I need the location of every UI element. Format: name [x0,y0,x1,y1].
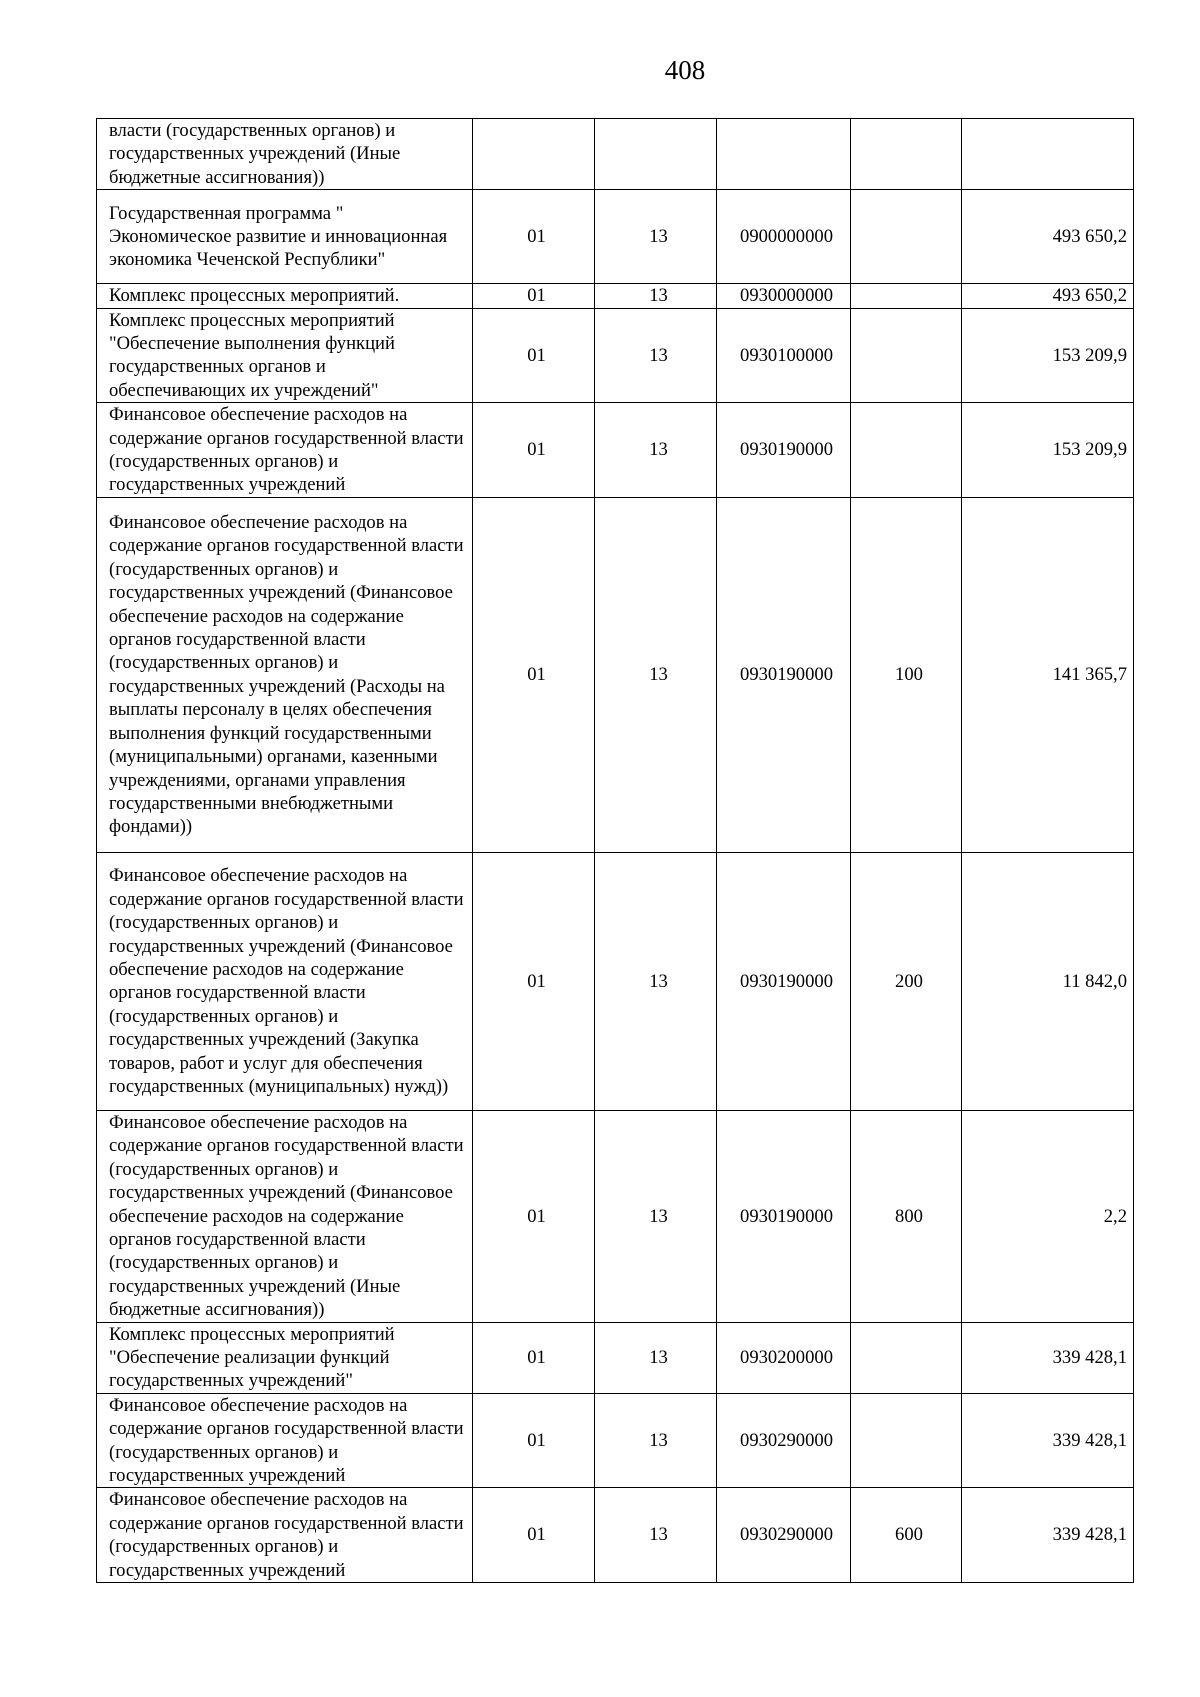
table-row [97,1393,1134,1488]
row-section: 01 [473,190,595,284]
table-row [97,1110,1134,1322]
table-row [97,403,1134,498]
budget-table [96,118,1134,1583]
table-row [97,119,1134,190]
row-section: 01 [473,497,595,852]
row-amount: 2,2 [962,1110,1134,1322]
row-amount [962,119,1134,190]
row-target-code: 0900000000 [717,190,851,284]
row-name: Комплекс процессных мероприятий. [97,284,473,308]
row-expense-type: 600 [851,1488,962,1583]
row-subsection: 13 [595,1322,717,1393]
row-section: 01 [473,284,595,308]
row-name: Финансовое обеспечение расходов на содержание органов государственной власти (государственных органов) и государственных учреждений (Финансовое обеспечение расходов на содержание органов государственной власти (государственных органов) и государственных учреждений (Иные бюджетные ассигнования)) [97,1110,473,1322]
row-target-code [717,119,851,190]
row-subsection: 13 [595,190,717,284]
table-row [97,852,1134,1110]
row-target-code: 0930000000 [717,284,851,308]
row-target-code: 0930190000 [717,1110,851,1322]
row-subsection [595,119,717,190]
row-section: 01 [473,1322,595,1393]
table-row [97,1322,1134,1393]
row-amount: 11 842,0 [962,852,1134,1110]
row-section: 01 [473,403,595,498]
row-target-code: 0930190000 [717,497,851,852]
row-subsection: 13 [595,284,717,308]
row-subsection: 13 [595,1110,717,1322]
row-target-code: 0930190000 [717,852,851,1110]
row-expense-type [851,284,962,308]
row-amount: 339 428,1 [962,1322,1134,1393]
row-name: Финансовое обеспечение расходов на содержание органов государственной власти (государственных органов) и государственных учреждений [97,1393,473,1488]
row-amount: 339 428,1 [962,1488,1134,1583]
row-target-code: 0930200000 [717,1322,851,1393]
row-name: Государственная программа " Экономическое развитие и инновационная экономика Чеченской Республики" [97,190,473,284]
row-name: Финансовое обеспечение расходов на содержание органов государственной власти (государственных органов) и государственных учреждений (Финансовое обеспечение расходов на содержание органов государственной власти (государственных органов) и государственных учреждений (Закупка товаров, работ и услуг для обеспечения государственных (муниципальных) нужд)) [97,852,473,1110]
table-row [97,308,1134,403]
row-expense-type [851,308,962,403]
row-expense-type [851,403,962,498]
row-section: 01 [473,308,595,403]
row-name: Финансовое обеспечение расходов на содержание органов государственной власти (государственных органов) и государственных учреждений [97,1488,473,1583]
row-target-code: 0930190000 [717,403,851,498]
table-row [97,1488,1134,1583]
row-target-code: 0930290000 [717,1393,851,1488]
row-expense-type: 100 [851,497,962,852]
row-expense-type [851,190,962,284]
row-target-code: 0930100000 [717,308,851,403]
row-subsection: 13 [595,1488,717,1583]
row-section: 01 [473,1488,595,1583]
table-row [97,497,1134,852]
row-subsection: 13 [595,497,717,852]
table-row [97,284,1134,308]
row-section: 01 [473,1110,595,1322]
row-name: Комплекс процессных мероприятий "Обеспечение реализации функций государственных учреждений" [97,1322,473,1393]
row-expense-type [851,1322,962,1393]
row-section [473,119,595,190]
row-subsection: 13 [595,852,717,1110]
row-section: 01 [473,1393,595,1488]
table-row [97,190,1134,284]
row-amount: 141 365,7 [962,497,1134,852]
row-target-code: 0930290000 [717,1488,851,1583]
page-number: 408 [664,55,706,85]
row-expense-type [851,119,962,190]
row-subsection: 13 [595,308,717,403]
row-amount: 339 428,1 [962,1393,1134,1488]
row-name: власти (государственных органов) и государственных учреждений (Иные бюджетные ассигнования)) [97,119,473,190]
row-name: Финансовое обеспечение расходов на содержание органов государственной власти (государственных органов) и государственных учреждений [97,403,473,498]
row-amount: 493 650,2 [962,284,1134,308]
row-expense-type: 200 [851,852,962,1110]
row-amount: 493 650,2 [962,190,1134,284]
row-expense-type [851,1393,962,1488]
row-expense-type: 800 [851,1110,962,1322]
row-name: Финансовое обеспечение расходов на содержание органов государственной власти (государственных органов) и государственных учреждений (Финансовое обеспечение расходов на содержание органов государственной власти (государственных органов) и государственных учреждений (Расходы на выплаты персоналу в целях обеспечения выполнения функций государственными (муниципальными) органами, казенными учреждениями, органами управления государственными внебюджетными фондами)) [97,497,473,852]
row-amount: 153 209,9 [962,403,1134,498]
row-name: Комплекс процессных мероприятий "Обеспечение выполнения функций государственных органов и обеспечивающих их учреждений" [97,308,473,403]
row-amount: 153 209,9 [962,308,1134,403]
row-subsection: 13 [595,1393,717,1488]
row-section: 01 [473,852,595,1110]
row-subsection: 13 [595,403,717,498]
